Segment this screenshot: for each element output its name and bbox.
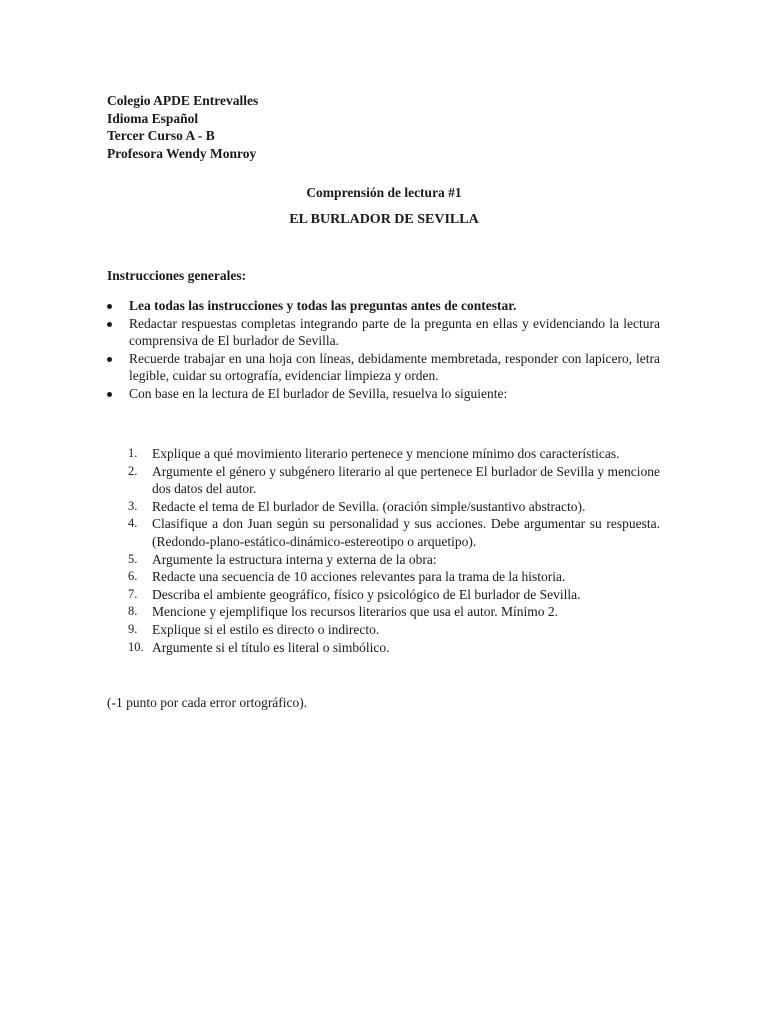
document-subtitle: Comprensión de lectura #1 (306, 185, 462, 200)
question-text: Argumente si el título es literal o simbólico. (152, 639, 390, 655)
question-item (128, 551, 660, 569)
instructions-heading: Instrucciones generales: (107, 268, 247, 283)
question-text: Clasifique a don Juan según su personalidad y sus acciones. Debe argumentar su respuesta. (Redondo-plano-estático-dinámico-estereotipo o arquetipo). (152, 516, 660, 549)
bullet-icon (107, 392, 112, 397)
grading-note: (-1 punto por cada error ortográfico). (107, 695, 308, 710)
instruction-item (107, 315, 660, 350)
question-number: 10. (128, 639, 144, 654)
question-item (128, 463, 660, 498)
instruction-item (107, 385, 660, 403)
teacher-name: Profesora Wendy Monroy (107, 145, 257, 161)
question-item (128, 603, 660, 621)
instruction-item (107, 350, 660, 385)
question-item (128, 568, 660, 586)
bullet-icon (107, 322, 112, 327)
question-number: 5. (128, 551, 138, 566)
grade-level: Tercer Curso A - B (107, 128, 215, 143)
instruction-text: Con base en la lectura de El burlador de Sevilla, resuelva lo siguiente: (129, 385, 508, 401)
question-text: Redacte el tema de El burlador de Sevilla. (oración simple/sustantivo abstracto). (152, 498, 586, 514)
question-item (128, 445, 660, 463)
bullet-icon (107, 357, 112, 362)
subject-name: Idioma Español (107, 110, 199, 126)
document-header (107, 92, 258, 162)
question-number: 7. (128, 586, 138, 601)
instruction-text: Lea todas las instrucciones y todas las preguntas antes de contestar. (129, 298, 517, 313)
question-item (128, 586, 660, 604)
document-title: EL BURLADOR DE SEVILLA (289, 212, 479, 227)
question-text: Explique si el estilo es directo o indirecto. (152, 621, 380, 637)
question-item (128, 639, 660, 657)
school-name: Colegio APDE Entrevalles (107, 93, 259, 108)
instruction-item (107, 297, 660, 315)
question-text: Argumente la estructura interna y externa de la obra: (152, 551, 437, 567)
question-text: Mencione y ejemplifique los recursos literarios que usa el autor. Mínimo 2. (152, 604, 559, 620)
question-number: 2. (128, 463, 138, 478)
question-number: 8. (128, 604, 138, 619)
question-number: 4. (128, 516, 138, 531)
question-text: Argumente el género y subgénero literario al que pertenece El burlador de Sevilla y mencione dos datos del autor. (152, 463, 660, 497)
question-item (128, 621, 660, 639)
question-text: Explique a qué movimiento literario pertenece y mencione mínimo dos características. (152, 446, 620, 461)
instruction-text: Redactar respuestas completas integrando parte de la pregunta en ellas y evidenciando la lectura comprensiva de El burlador de Sevilla. (129, 315, 660, 349)
instructions-list (107, 297, 660, 403)
question-text: Describa el ambiente geográfico, físico y psicológico de El burlador de Sevilla. (152, 586, 581, 602)
questions-list (128, 445, 660, 656)
question-item (128, 515, 660, 550)
question-text: Redacte una secuencia de 10 acciones relevantes para la trama de la historia. (152, 569, 566, 585)
question-number: 9. (128, 621, 138, 636)
question-number: 3. (128, 498, 138, 513)
question-number: 6. (128, 569, 138, 584)
instruction-text: Recuerde trabajar en una hoja con líneas, debidamente membretada, responder con lapicero, letra legible, cuidar su ortografía, evidenciar limpieza y orden. (129, 350, 660, 384)
question-number: 1. (128, 446, 138, 460)
question-item (128, 498, 660, 516)
bullet-icon (107, 304, 112, 309)
